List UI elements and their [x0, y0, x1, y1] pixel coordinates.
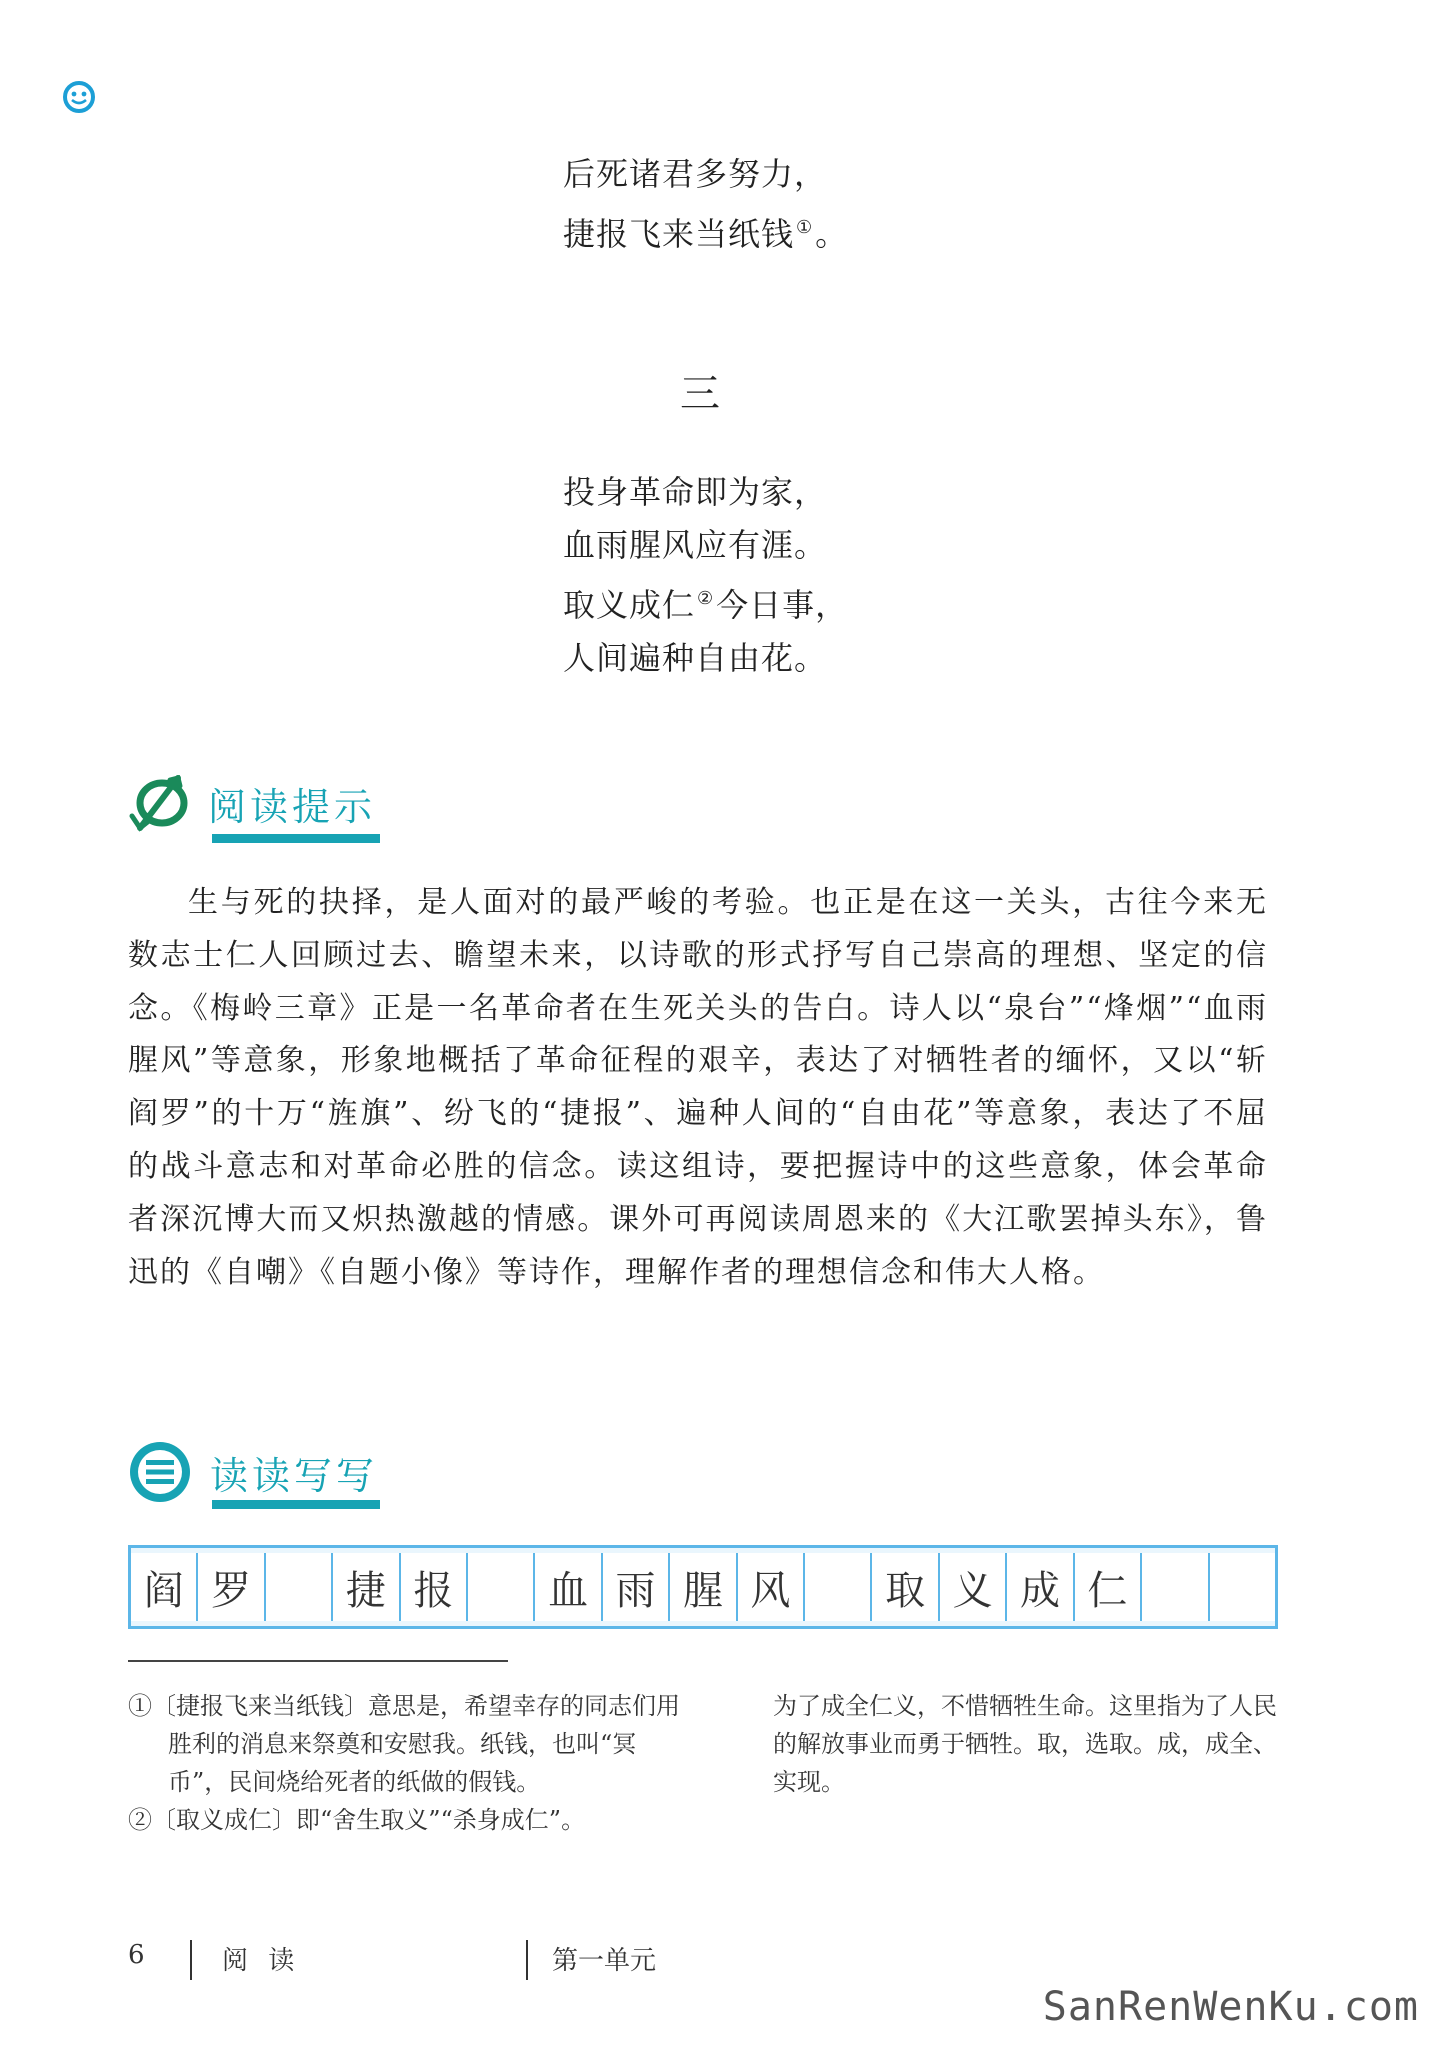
footnote-2: ②〔取义成仁〕即“舍生取义”“杀身成仁”。 — [128, 1806, 586, 1834]
grid-cell: 成 — [1007, 1553, 1074, 1621]
grid-cell — [1142, 1553, 1209, 1621]
footnote-divider — [128, 1660, 508, 1662]
grid-cell: 腥 — [670, 1553, 737, 1621]
grid-cell — [805, 1553, 872, 1621]
page-number: 6 — [128, 1940, 145, 1970]
grid-cell: 阎 — [131, 1553, 198, 1621]
poem-stanza-three — [563, 466, 848, 685]
grid-cell — [266, 1553, 333, 1621]
grid-cell: 捷 — [333, 1553, 400, 1621]
footnote-1: ①〔捷报飞来当纸钱〕意思是，希望幸存的同志们用胜利的消息来祭奠和安慰我。纸钱，也叫“冥币”，民间烧给死者的纸做的假钱。 — [128, 1692, 680, 1796]
footnote-ref-1[interactable]: ① — [796, 217, 814, 238]
watermark: SanRenWenKu.com — [1042, 1984, 1419, 2030]
poem-line — [563, 201, 848, 261]
footer-divider — [190, 1940, 192, 1980]
reading-tip-paragraph: 生与死的抉择，是人面对的最严峻的考验。也正是在这一关头，古往今来无数志士仁人回顾过去、瞻望未来，以诗歌的形式抒写自己崇高的理想、坚定的信念。《梅岭三章》正是一名革命者在生死关头的告白。诗人以“泉台”“烽烟”“血雨腥风”等意象，形象地概括了革命征程的艰辛，表达了对牺牲者的缅怀，又以“斩阎罗”的十万“旌旗”、纷飞的“捷报”、遍种人间的“自由花”等意象，表达了不屈的战斗意志和对革命必胜的信念。读这组诗，要把握诗中的这些意象，体会革命者深沉博大而又炽热激越的情感。课外可再阅读周恩来的《大江歌罢掉头东》，鲁迅的《自嘲》《自题小像》等诗作，理解作者的理想信念和伟大人格。 — [128, 885, 1268, 1290]
grid-cell: 雨 — [603, 1553, 670, 1621]
section-three-heading: 三 — [680, 371, 720, 417]
grid-cell — [468, 1553, 535, 1621]
poem-line-text: 取义成仁 — [563, 586, 696, 624]
poem-line-text: 捷报飞来当纸钱 — [563, 215, 795, 253]
poem-line-text: 今日事， — [716, 586, 849, 624]
reading-tip-body — [128, 877, 1268, 1299]
footnotes-right-column — [773, 1687, 1293, 1801]
poem-stanza-two — [563, 148, 848, 261]
grid-cell: 取 — [872, 1553, 939, 1621]
reading-tip-underline — [212, 834, 380, 843]
grid-cell: 罗 — [198, 1553, 265, 1621]
footnotes-left-column — [128, 1687, 688, 1839]
poem-line-end: 。 — [815, 215, 849, 253]
reading-tip-title: 阅读提示 — [208, 784, 377, 829]
grid-cell: 义 — [940, 1553, 1007, 1621]
footnote-2-continued: 为了成全仁义，不惜牺牲生命。这里指为了人民的解放事业而勇于牺牲。取，选取。成，成全、实现。 — [773, 1692, 1277, 1796]
poem-line: 人间遍种自由花。 — [563, 639, 828, 677]
reading-tip-icon — [128, 770, 194, 836]
writing-grid — [128, 1545, 1278, 1629]
grid-cell: 仁 — [1075, 1553, 1142, 1621]
poem-line: 血雨腥风应有涯。 — [563, 526, 828, 564]
smiley-icon — [62, 80, 96, 114]
footer-unit: 第一单元 — [552, 1946, 657, 1976]
footer-divider — [526, 1940, 528, 1980]
footer-section: 阅 读 — [222, 1946, 301, 1976]
grid-cell: 血 — [535, 1553, 602, 1621]
poem-line — [563, 572, 848, 632]
read-write-header — [128, 1440, 378, 1504]
grid-cell — [1210, 1553, 1275, 1621]
poem-line: 后死诸君多努力， — [563, 155, 828, 193]
reading-tip-header — [128, 770, 376, 836]
read-write-underline — [212, 1500, 380, 1509]
grid-cell: 报 — [401, 1553, 468, 1621]
poem-line: 投身革命即为家， — [563, 473, 828, 511]
read-write-title: 读读写写 — [210, 1453, 379, 1498]
footnote-ref-2[interactable]: ② — [697, 588, 715, 609]
read-write-icon — [128, 1440, 192, 1504]
grid-cell: 风 — [738, 1553, 805, 1621]
